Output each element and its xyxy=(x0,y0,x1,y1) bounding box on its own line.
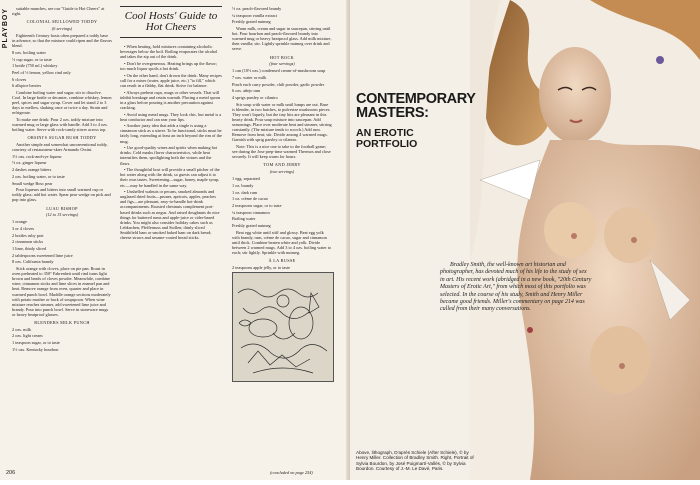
paragraph: Stir soup with water or milk until lumps are out. Base is blender, in two batches, to pulverize mushroom pieces. They won't liquefy, but the tiny bits are pleasant in this hearty drink. Pour soup mixture into saucepan. Add seasonings. Place over moderate heat and simmer, stirring constantly. (The mixture tends to scorch.) Add rum. Remove from heat; stir. Divide among 4 warmed mugs. Garnish with sprig parsley or cilantro. xyxy=(232,101,332,143)
article-title: CONTEMPORARY MASTERS: xyxy=(356,91,476,121)
recipe-heading: TOM AND JERRY xyxy=(263,162,301,168)
paragraph: Pour liqueurs and bitters into small warmed cup or toddy glass; add hot water. Spear pear wedge on pick and pop into glass. xyxy=(12,187,111,203)
paragraph: • Avoid using metal mugs. They look chic, but metal is a heat conductor and can sear your lips. xyxy=(120,111,222,122)
paragraph: 8 ozs. boiling water xyxy=(12,49,46,55)
paragraph: 2 ozs. boiling water, or to taste xyxy=(12,173,65,179)
column-2 xyxy=(120,6,222,242)
article-subtitle: AN EROTIC PORTFOLIO xyxy=(356,127,418,150)
paragraph: Eighteenth Century hosts often prepared a toddy base in advance, so that the mixture could ripen and the flavors blend. xyxy=(12,32,112,49)
running-head: PLAYBOY xyxy=(2,8,9,49)
article-intro xyxy=(440,262,592,314)
paragraph: Stick orange with cloves, place on pie pan. Roast in oven preheated to 350° Fahrenheit until rind turns light brown and beads of cloves powder. Meanwhile, combine wine, cinnamon sticks and lime slices in enamel pan and heat. Remove orange from oven, quarter and place in warmed punch bowl. Muddle orange sections moderately with potato masher or back of soupspoon. When wine mixture reaches simmer, add sweetened lime juice and brandy. Pour into punch bowl. Serve in stoneware mugs or heavy heatproof glasses. xyxy=(12,266,111,317)
paragraph: Pinch each curry powder, chili powder, garlic powder xyxy=(232,81,325,87)
paragraph: • Use good-quality wines and spirits when making hot drinks. Cold masks flavor characteristics, while heat intensifies them, spotlighting both the virtues and the flaws. xyxy=(120,145,218,166)
paragraph: Peel of ½ lemon, yellow rind only xyxy=(12,69,71,75)
paragraph: ½ oz. peach-flavored brandy xyxy=(232,6,282,11)
paragraph: Warm milk, cream and sugar in saucepan, stirring until hot. Pour bourbon and peach-flavored brandy into warmed mug or heavy heatproof glass. Add milk mixture, then vanilla; stir. Lightly sprinkle nutmeg over drink and serve. xyxy=(232,26,332,52)
paragraph: 1 oz. crème de cacao xyxy=(232,196,268,202)
sidebar-tips xyxy=(120,44,222,240)
paragraph: Note: This is a nice one to take to the football game; see during the Jose prep-time warmed Thermos and close securely. It will keep warm for hours. xyxy=(232,144,331,160)
paragraph: • The thoughtful host will provide a small pitcher of the hot water along with the drink, so guests can adjust it to their own tastes. Sweetening—sugar, honey, maple syrup, etc.—may be handled in the same way. xyxy=(120,167,220,188)
paragraph: 2 tablespoons sweetened lime juice xyxy=(12,252,73,258)
paragraph: 1 teaspoon sugar, or to taste xyxy=(12,340,60,346)
image-caption: Above, lithograph, D'après Schiele (After Schiele), © by Henry Miller. Collection of Bradley Smith. Right, Portrait of Sylvia Bourdon, by José Puigmartí-Vallès, © by Sylvia Bourdon. Courtesy of J.-M. Le Davé, Paris. xyxy=(356,450,474,472)
recipe-heading: ORSINI'S SUGAR BUSH TODDY xyxy=(27,135,97,141)
paragraph: 6 allspice berries xyxy=(12,83,42,89)
paragraph: Freshly grated nutmeg xyxy=(232,222,271,228)
paragraph: 6 ozs. añejo rum xyxy=(232,88,261,94)
continued-note: (concluded on page 254) xyxy=(270,470,313,475)
recipe-heading: BLENDERS MILK PUNCH xyxy=(34,320,90,326)
paragraph: Small wedge Bosc pear xyxy=(12,180,53,186)
servings-note: (four servings) xyxy=(269,61,295,67)
paragraph: 2 bottles ruby port xyxy=(12,232,44,238)
paragraph: 1 oz. dark rum xyxy=(232,189,258,195)
paragraph: 4 sprigs parsley or cilantro xyxy=(232,95,278,101)
paragraph: 1 orange xyxy=(12,219,27,225)
paragraph: 1 lime, thinly sliced xyxy=(12,246,47,252)
paragraph: 2 teaspoons sugar, or to taste xyxy=(232,202,282,208)
paragraph: 8 ozs. California brandy xyxy=(12,259,54,265)
paragraph: 2 ozs. milk xyxy=(12,326,31,332)
column-1 xyxy=(12,6,112,353)
paragraph: • Always preheat cups, mugs or other vessels. That will inhibit breakage and retain warmth. Placing a metal spoon in a glass before pouring is another precaution against cracking. xyxy=(120,89,221,110)
sidebar-title: Cool Hosts' Guide to Hot Cheers xyxy=(120,6,222,38)
paragraph: ¼ teaspoon cinnamon xyxy=(232,209,270,215)
paragraph: 1 bottle (750 ml.) whiskey xyxy=(12,63,58,69)
paragraph: • On the other hand, don't drown the drink. Many recipes call for a mixer (water, apple juice, etc.) "to fill," which can result in a flabby, flat drink. Strive for balance. xyxy=(120,72,222,88)
paragraph: 1½ ozs. Kentucky bourbon xyxy=(12,346,59,352)
paragraph: ¼ teaspoon vanilla extract xyxy=(232,12,278,18)
paragraph: • Don't be overgenerous. Heating brings up the flavor; too much liquor spoils a hot drink. xyxy=(120,60,218,71)
servings-note: (12 to 15 servings) xyxy=(45,212,79,218)
paragraph: suitable munches, see our "Guide to Hot Cheers" at right. xyxy=(12,6,105,17)
paragraph: Freshly grated nutmeg xyxy=(232,19,271,25)
recipe-heading: LUAU BISHOP xyxy=(46,205,78,211)
paragraph: ½ oz. ginger liqueur xyxy=(12,160,47,166)
recipe-heading: À LA RUSSE xyxy=(268,258,296,264)
portrait-painting xyxy=(470,0,700,480)
paragraph: 1 oz. brandy xyxy=(232,182,254,188)
paragraph: • Another jazzy idea that adds a tingle is using a cinnamon stick as a stirrer. To be functional, sticks must be fairly long, extending at least an inch beyond the rim of the mug. xyxy=(120,123,222,144)
paragraph: 2 dashes orange bitters xyxy=(12,167,52,173)
paragraph: 2 teaspoons apple jelly, or to taste xyxy=(232,264,291,270)
paragraph: Boiling water xyxy=(232,216,256,222)
paragraph: 7 ozs. water or milk xyxy=(232,75,267,80)
paragraph: • When heating, hold mixtures containing alcoholic beverages below the boil. Boiling evaporates the alcohol and takes the zip out of the drink. xyxy=(120,44,218,60)
left-page xyxy=(0,0,350,480)
servings-note: (two servings) xyxy=(269,169,295,175)
paragraph: • Unshelled walnuts or pecans, smoked almonds and unglazed dried fruits—prunes, apricots, apples, peaches and figs—are pleasant, easy-to-handle hot-drink accompaniments. Roasted chestnuts complement port-based drinks such as negus. And raised doughnuts do nice things for buttered rums and apple-juice or cider-based drinks. You might also consider holiday cakes such as Lebkuchen, Pfeffernuss and Stollen; thinly sliced Smithfield ham or smoked baked ham on dark bread; cheese straws and sesame-coated bread sticks. xyxy=(120,189,220,241)
paragraph: 3 or 4 cloves xyxy=(12,225,35,231)
paragraph: To make one drink: Pour 2 ozs. toddy mixture into warmed mug or large glass with handle. Add 3 to 4 ozs. boiling water. Serve with rock-candy stirrer across top. xyxy=(12,117,108,133)
lithograph-illustration xyxy=(232,272,334,382)
paragraph: 2 cinnamon sticks xyxy=(12,239,44,245)
paragraph: ½ cup sugar, or to taste xyxy=(12,56,52,62)
servings-note: (6 servings) xyxy=(51,25,73,31)
intro-paragraph: Bradley Smith, the well-known art historian and photographer, has devoted much of his life to the study of sex in art. His recent work (abridged in a new book, "20th Century Masters of Erotic Art," from which most of this portfolio was selected. In the course of his study, Smith and Henry Miller became good friends. Miller's commentary on page 214 was culled from their many conversations. xyxy=(440,262,592,313)
paragraph: 1 egg, separated xyxy=(232,176,260,182)
paragraph: 2 ozs. light cream xyxy=(12,333,43,339)
paragraph: 1½ ozs. rock-and-rye liqueur xyxy=(12,153,62,159)
paragraph: Beat egg white until stiff and glossy. Beat egg yolk with brandy, rum, crème de cacao, sugar and cinnamon until thick. Combine beaten white and yolk. Divide between 2 warmed mugs. Add 3 to 4 ozs. boiling water to each; stir lightly. Sprinkle with nutmeg. xyxy=(232,229,332,256)
paragraph: 6 cloves xyxy=(12,76,27,82)
page-number: 206 xyxy=(6,470,16,476)
paragraph: Combine boiling water and sugar; stir to dissolve. Cool. In large bottle or decanter, combine whiskey, lemon peel, spices and sugar syrup. Cover and let stand 2 to 3 days to mellow, shaking once or twice a day. Strain and refrigerate. xyxy=(12,89,112,116)
paragraph: 1 can (10½ ozs.) condensed cream-of-mushroom soup xyxy=(232,68,326,74)
recipe-heading: HOT BOCK xyxy=(269,54,295,60)
paragraph: Another simple and somewhat unconventional toddy, courtesy of restaurateur-skier Armando Orsini. xyxy=(12,142,108,153)
recipe-heading: COLONIAL MULLOWED TODDY xyxy=(26,19,98,25)
